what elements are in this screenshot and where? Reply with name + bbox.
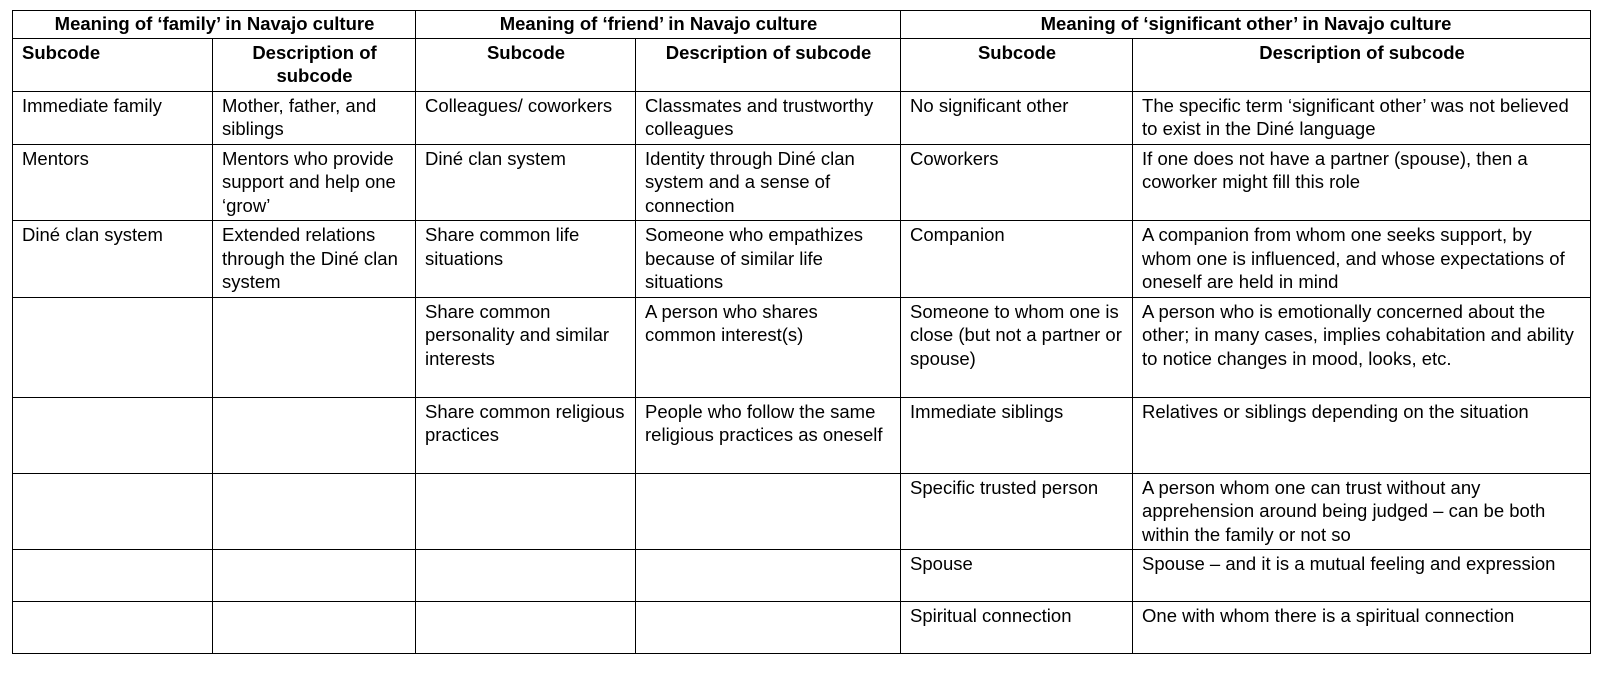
table-cell: Mother, father, and siblings [213,91,416,144]
column-header-description: Description of subcode [213,38,416,91]
table-cell: Companion [901,221,1133,298]
subheader-row [13,38,1591,91]
table-cell [13,297,213,397]
table-cell: People who follow the same religious practices as oneself [636,397,901,473]
group-header-family: Meaning of ‘family’ in Navajo culture [13,11,416,39]
table-row [13,602,1591,654]
table-cell: Diné clan system [13,221,213,298]
table-cell: A companion from whom one seeks support, by whom one is influenced, and whose expectations of oneself are held in mind [1133,221,1591,298]
table-cell [636,473,901,550]
table-cell: Classmates and trustworthy colleagues [636,91,901,144]
table-cell [636,602,901,654]
table-cell [13,397,213,473]
table-row [13,473,1591,550]
table-cell: Mentors [13,144,213,221]
table-row [13,397,1591,473]
table-cell: A person who shares common interest(s) [636,297,901,397]
table-cell: One with whom there is a spiritual connection [1133,602,1591,654]
column-header-description: Description of subcode [636,38,901,91]
table-cell [213,550,416,602]
document-page [12,10,1590,654]
table-cell: A person who is emotionally concerned about the other; in many cases, implies cohabitation and ability to notice changes in mood, looks, etc. [1133,297,1591,397]
group-header-significant-other: Meaning of ‘significant other’ in Navajo culture [901,11,1591,39]
table-cell: Share common personality and similar interests [416,297,636,397]
table-cell: Mentors who provide support and help one ‘grow’ [213,144,416,221]
table-cell: Coworkers [901,144,1133,221]
table-cell: Identity through Diné clan system and a sense of connection [636,144,901,221]
table-cell: Someone to whom one is close (but not a partner or spouse) [901,297,1133,397]
table-row [13,221,1591,298]
table-cell: Immediate family [13,91,213,144]
table-cell [213,297,416,397]
table-cell: The specific term ‘significant other’ was not believed to exist in the Diné language [1133,91,1591,144]
column-header-description: Description of subcode [1133,38,1591,91]
column-header-subcode: Subcode [901,38,1133,91]
table-cell [416,602,636,654]
table-row [13,144,1591,221]
group-header-friend: Meaning of ‘friend’ in Navajo culture [416,11,901,39]
table-cell: Share common religious practices [416,397,636,473]
table-cell [13,473,213,550]
table-cell: Immediate siblings [901,397,1133,473]
column-header-subcode: Subcode [13,38,213,91]
table-cell: Colleagues/ coworkers [416,91,636,144]
table-cell [213,602,416,654]
table-cell: Spiritual connection [901,602,1133,654]
table-cell [416,473,636,550]
table-cell [636,550,901,602]
table-cell: A person whom one can trust without any apprehension around being judged – can be both within the family or not so [1133,473,1591,550]
table-row [13,550,1591,602]
table-cell: Relatives or siblings depending on the situation [1133,397,1591,473]
table-cell: Diné clan system [416,144,636,221]
table-cell: Someone who empathizes because of similar life situations [636,221,901,298]
table-cell: Extended relations through the Diné clan system [213,221,416,298]
table-cell: Specific trusted person [901,473,1133,550]
table-cell: No significant other [901,91,1133,144]
table-cell: Share common life situations [416,221,636,298]
navajo-meanings-table [12,10,1591,654]
column-header-subcode: Subcode [416,38,636,91]
table-cell [416,550,636,602]
table-row [13,91,1591,144]
table-cell [213,473,416,550]
table-row [13,297,1591,397]
table-cell: If one does not have a partner (spouse), then a coworker might fill this role [1133,144,1591,221]
table-cell: Spouse – and it is a mutual feeling and expression [1133,550,1591,602]
table-cell [13,602,213,654]
table-cell: Spouse [901,550,1133,602]
group-header-row [13,11,1591,39]
table-cell [213,397,416,473]
table-cell [13,550,213,602]
